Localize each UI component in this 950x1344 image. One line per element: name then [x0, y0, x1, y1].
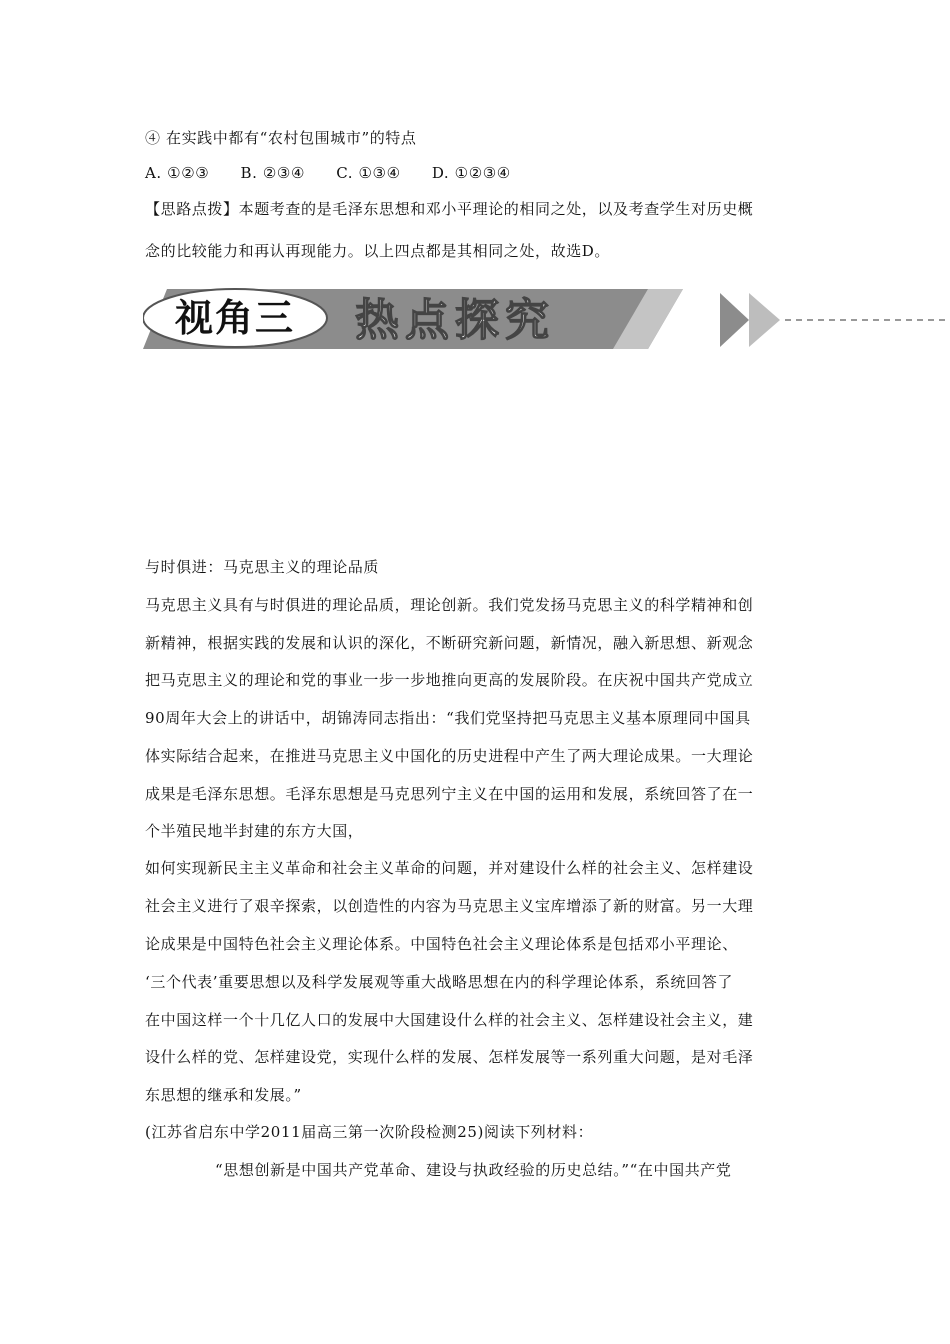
paragraph-line: 在中国这样一个十几亿人口的发展中大国建设什么样的社会主义、怎样建设社会主义，建 [145, 1011, 754, 1029]
paragraph-line: 社会主义进行了艰辛探索，以创造性的内容为马克思主义宝库增添了新的财富。另一大理 [145, 897, 754, 915]
banner-label: 视角三 [174, 296, 296, 340]
source-line: (江苏省启东中学2011届高三第一次阶段检测25)阅读下列材料： [145, 1123, 594, 1141]
section-banner [143, 287, 950, 353]
paragraph-line: 东思想的继承和发展。” [145, 1086, 302, 1104]
paragraph-line: 如何实现新民主主义革命和社会主义革命的问题，并对建设什么样的社会主义、怎样建设 [145, 859, 754, 877]
question-option-4: ④ 在实践中都有“农村包围城市”的特点 [145, 129, 417, 147]
paragraph-line: 体实际结合起来，在推进马克思主义中国化的历史进程中产生了两大理论成果。一大理论 [145, 747, 754, 765]
banner-title: 热点探究 [355, 295, 555, 346]
paragraph-line: 新精神，根据实践的发展和认识的深化，不断研究新问题，新情况，融入新思想、新观念 [145, 634, 754, 652]
banner-arrow-2 [749, 293, 780, 347]
paragraph-line: 把马克思主义的理论和党的事业一步一步地推向更高的发展阶段。在庆祝中国共产党成立 [145, 671, 754, 689]
hint-line-1: 【思路点拨】本题考查的是毛泽东思想和邓小平理论的相同之处，以及考查学生对历史概 [145, 200, 754, 218]
paragraph-line: 成果是毛泽东思想。毛泽东思想是马克思列宁主义在中国的运用和发展，系统回答了在一 [145, 785, 754, 803]
paragraph-line: 马克思主义具有与时俱进的理论品质，理论创新。我们党发扬马克思主义的科学精神和创 [145, 596, 754, 614]
section-title: 与时俱进：马克思主义的理论品质 [145, 558, 380, 576]
paragraph-line: 设什么样的党、怎样建设党，实现什么样的发展、怎样发展等一系列重大问题，是对毛泽 [145, 1048, 754, 1066]
paragraph-line: 90周年大会上的讲话中，胡锦涛同志指出：“我们党坚持把马克思主义基本原理同中国具 [145, 709, 751, 727]
paragraph-line: ‘三个代表’重要思想以及科学发展观等重大战略思想在内的科学理论体系，系统回答了 [145, 973, 733, 991]
quote-line: “思想创新是中国共产党革命、建设与执政经验的历史总结。”“在中国共产党 [215, 1161, 732, 1179]
banner-arrow-1 [720, 293, 749, 347]
paragraph-line: 论成果是中国特色社会主义理论体系。中国特色社会主义理论体系是包括邓小平理论、 [145, 935, 738, 953]
hint-line-2: 念的比较能力和再认再现能力。以上四点都是其相同之处，故选D。 [145, 242, 611, 260]
paragraph-line: 个半殖民地半封建的东方大国， [145, 822, 364, 840]
question-choices: A. ①②③ B. ②③④ C. ①③④ D. ①②③④ [145, 164, 511, 182]
